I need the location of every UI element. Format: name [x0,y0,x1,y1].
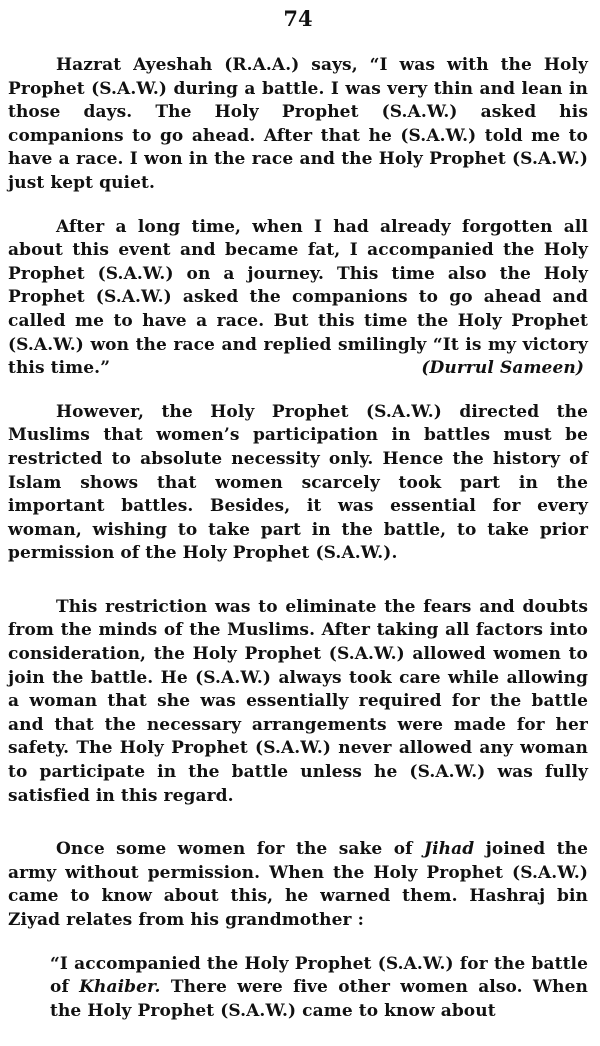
paragraph-4-text: This restriction was to eliminate the fears and doubts from the minds of the Muslims. After taking all factors into consideration, the Holy Prophet (S.A.W.) allowed women to join the battle. He (S.A.W.) always took care while allowing a woman that she was essentially required for the battle and that the necessary arrangements were made for her safety. The Holy Prophet (S.A.W.) never allowed any woman to participate in the battle unless he (S.A.W.) was fully satisfied in this regard. [8,596,588,806]
paragraph-5-text-b: joined the army without permission. When the Holy Prophet (S.A.W.) came to know about this, he warned them. Hashraj bin Ziyad relates from his grandmother : [8,839,588,930]
paragraph-5-text-a: Once some women for the sake of [56,839,424,860]
paragraph-3-text: However, the Holy Prophet (S.A.W.) directed the Muslims that women’s participation in battles must be restricted to absolute necessity only. Hence the history of Islam shows that women scarcely took part in the important battles. Besides, it was essential for every woman, wishing to take part in the battle, to take prior permission of the Holy Prophet (S.A.W.). [8,401,588,564]
paragraph-6-text-b: There were five other women also. When the Holy Prophet (S.A.W.) came to know about [50,977,588,1021]
page-number: 74 [283,6,313,31]
citation-durrul-sameen: (Durrul Sameen) [421,358,584,379]
paragraph-3 [8,401,588,566]
paragraph-5-italic-jihad: Jihad [423,839,475,860]
paragraph-6-italic-khaiber: Khaiber. [79,977,161,998]
paragraph-2 [8,216,588,381]
paragraph-6-quote [8,953,588,1024]
paragraph-1 [8,54,588,196]
paragraph-4 [8,596,588,808]
paragraph-6-text-a: “I accompanied the Holy Prophet (S.A.W.) for the battle of [50,953,588,998]
paragraph-1-text: Hazrat Ayeshah (R.A.A.) says, “I was with the Holy Prophet (S.A.W.) during a battle. I was very thin and lean in those days. The Holy Prophet (S.A.W.) asked his companions to go ahead. After that he (S.A.W.) told me to have a race. I won in the race and the Holy Prophet (S.A.W.) just kept quiet. [8,55,588,193]
paragraph-5 [8,838,588,932]
paragraph-2-text: After a long time, when I had already forgotten all about this event and became fat, I accompanied the Holy Prophet (S.A.W.) on a journey. This time also the Holy Prophet (S.A.W.) asked the companions to go ahead and called me to have a race. But this time the Holy Prophet (S.A.W.) won the race and replied smilingly “It is my victory this time.” [8,216,588,379]
